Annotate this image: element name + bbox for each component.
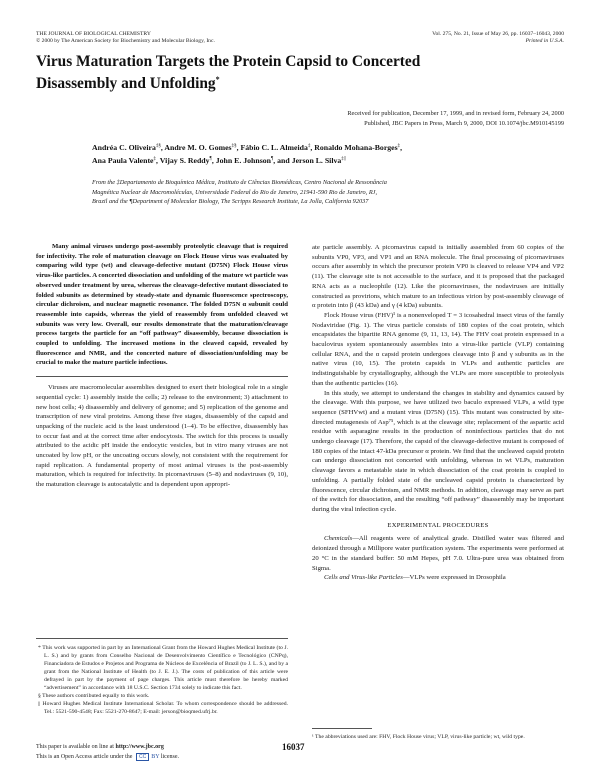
body-paragraph: In this study, we attempt to understand the changes in stability and dynamics caused by the cleavage. With this purpose, we have utilized two baculo expressed VLPs, a wild type sequence (SFHVwt) and a mutant virus (D75N) (15). This mutant was constructed by site-directed mutagenesis of Asp⁷⁵, which is at the cleavage site; replacement of the aspartic acid residue with asparagine results in the production of noninfectious particles that do not undergo cleavage (17). Therefore, the capsid of the cleavage-defective mutant is composed of 180 copies of the intact 47-kDa precursor α protein. We find that the uncleaved capsid protein can undergo dissociation not concerted with unfolding, whereas in wt VLPs, maturation cleavage favors a metastable state in which dissociation of the coat protein is coupled to unfolding. A partially folded state of the uncleaved capsid protein is characterized by fluorescence, circular dichroism, and NMR methods. In addition, cleavage may serve as part of the switch for dissociation, and the resulting “off pathway” disassembly may be important during the viral infection cycle. bbox=[312, 389, 564, 513]
license-link[interactable]: BY bbox=[151, 754, 160, 760]
volume-info: Vol. 275, No. 21, Issue of May 26, pp. 16037–16043, 2000 bbox=[432, 31, 564, 37]
received-line: Received for publication, December 17, 1999, and in revised form, February 24, 2000 bbox=[347, 110, 564, 117]
open-access-note: This is an Open Access article under the CC BY license. bbox=[36, 754, 179, 760]
footnotes-left bbox=[36, 638, 288, 716]
abbreviations-footnote: ¹ The abbreviations used are: FHV, Flock House virus; VLP, virus-like particle; wt, wild type. bbox=[312, 734, 525, 740]
abstract: Many animal viruses undergo post-assembly proteolytic cleavage that is required for infectivity. The role of maturation cleavage on Flock House virus was evaluated by comparing wild type (wt) and cleavage-defective mutant (D75N) Flock House virus virus-like particles. A concerted dissociation and unfolding of the mature wt particle was observed under treatment by urea, whereas the cleavage-defective mutant dissociated to folded subunits as determined by steady-state and dynamic fluorescence spectroscopy, circular dichroism, and nuclear magnetic resonance. The folded D75N α subunit could reassemble into capsids, whereas the yield of reassembly from unfolded cleaved wt subunits was very low. Overall, our results demonstrate that the maturation/cleavage process targets the particle for an “off pathway” disassembly, because dissociation is coupled to unfolding. The increased motions in the cleaved capsid, revealed by fluorescence and NMR, and the concerted nature of dissociation/unfolding may be crucial to make the mature particle infectious. bbox=[36, 243, 288, 367]
title-line-1: Virus Maturation Targets the Protein Capsid to Concerted bbox=[36, 53, 421, 70]
online-availability: This paper is available on line at http://www.jbc.org bbox=[36, 744, 164, 750]
title-footnote-mark: * bbox=[215, 74, 220, 84]
intro-paragraph: Viruses are macromolecular assemblies designed to exert their biological role in a single sequential cycle: 1) assembly inside the cells; 2) release to the environment; 3) attachment to new host cells; 4) disassembly and delivery of genome; and 5) replication of the genome and transcription of new viral proteins. Among these five stages, disassembly of the capsid and unpacking of the nucleic acid is the least understood (1–4). To be effective, disassembly has to occur fast and at the correct time after endocytosis. The switch for this process is usually attributed to the acidic pH inside the endocytic vesicles, but in vitro many viruses are not uncoated by low pH, or the uncoating occurs slowly, not consistent with the requirement for rapid replication. A fundamental property of most animal viruses is the post-assembly maturation, which is required for infectivity. In picornaviruses (5–8) and nodaviruses (9, 10), the maturation cleavage is autocatalytic and is dependent upon appropri- bbox=[36, 384, 288, 489]
article-title bbox=[36, 53, 556, 92]
run-in-heading: Chemicals bbox=[324, 535, 353, 543]
body-paragraph: Flock House virus (FHV)¹ is a nonenveloped T = 3 icosahedral insect virus of the family Nodaviridae (Fig. 1). The virus particle consists of 180 copies of the coat protein, which encapsidates the bipartite RNA genome (9, 11, 13, 14). The FHV coat protein expressed in a baculovirus system spontaneously assembles into a virus-like particle (VLP) containing cellular RNA, and the α capsid protein undergoes cleavage into β and γ subunits as in the native virus (10, 15). The protein capsids in VLPs and authentic particles are indistinguishable by crystallography, although the VLPs are more susceptible to proteolysis than the authentic particles (16). bbox=[312, 311, 564, 387]
page-number: 16037 bbox=[282, 742, 305, 752]
author: Andréa C. Oliveira‡§, bbox=[92, 142, 163, 152]
methods-paragraph: Chemicals—All reagents were of analytical grade. Distilled water was filtered and deionized through a Millipore water purification system. The experiments were performed at 20 °C in the standard buffer: 50 mM Hepes, pH 7.0. Ultra-pure urea was obtained from Sigma. bbox=[312, 535, 564, 572]
right-column bbox=[312, 243, 564, 583]
author: Vijay S. Reddy¶, bbox=[159, 156, 214, 166]
equal-contribution-footnote: § These authors contributed equally to this work. bbox=[38, 693, 150, 699]
author-list bbox=[92, 140, 562, 167]
publication-history bbox=[184, 109, 564, 128]
author: John E. Johnson¶, and bbox=[215, 156, 290, 166]
body-paragraph: ate particle assembly. A picornavirus capsid is initially assembled from 60 copies of the subunits VP0, VP3, and VP1 and an RNA molecule. The final processing of picornaviruses occurs after assembly in which the precursor protein VP0 is cleaved to release VP4 and VP2 (11). The cleavage site is not accessible to the surface, and it is proposed that the packaged RNA acts as a nucleophile (12). Like the picornaviruses, the nodaviruses are initially constructed as provirions, which mature to an infectious virion by post-assembly cleavage of α protein into β (43 kDa) and γ (4 kDa) subunits. bbox=[312, 244, 564, 310]
journal-info bbox=[36, 31, 215, 46]
author: Andre M. O. Gomes‡§, bbox=[164, 142, 239, 152]
issue-info bbox=[432, 31, 564, 46]
run-in-heading: Cells and Virus-like Particles bbox=[324, 574, 403, 582]
journal-name: THE JOURNAL OF BIOLOGICAL CHEMISTRY bbox=[36, 31, 151, 37]
title-line-2: Disassembly and Unfolding bbox=[36, 74, 216, 92]
funding-footnote: * This work was supported in part by an International Grant from the Howard Hughes Medical Institute (to J. L. S.) and by grants from Conselho Nacional de Desenvolvimento Científico e Tecnológico (CNPq), Financiadora de Estudos e Projetos and Programa de Núcleos de Excelência of Brazil (to J. L. S.), and by a grant from the National Institute of Health (to J. E. J.). The costs of publication of this article were defrayed in part by the payment of page charges. This article must therefore be hereby marked “advertisement” in accordance with 18 U.S.C. Section 1734 solely to indicate this fact. bbox=[38, 645, 288, 691]
cc-icon: CC bbox=[136, 753, 149, 761]
methods-paragraph: Cells and Virus-like Particles—VLPs were expressed in Drosophila bbox=[324, 574, 506, 582]
section-heading: EXPERIMENTAL PROCEDURES bbox=[387, 521, 489, 529]
footnotes-right bbox=[312, 728, 564, 741]
author: Fábio C. L. Almeida‡, bbox=[240, 142, 313, 152]
affiliation-line-1: From the ‡Departamento de Bioquímica Médica, Instituto de Ciências Biomédicas, Centro Nacional de Ressonância bbox=[92, 179, 387, 186]
author-line-2 bbox=[92, 154, 562, 168]
affiliation-line-3: Brazil and the ¶Department of Molecular Biology, The Scripps Research Institute, La Jolla, California 92037 bbox=[92, 198, 369, 206]
author-line-1 bbox=[92, 140, 562, 154]
left-column bbox=[36, 242, 288, 490]
printed-in: Printed in U.S.A. bbox=[525, 38, 564, 45]
published-line: Published, JBC Papers in Press, March 9, 2000, DOI 10.1074/jbc.M910145199 bbox=[364, 119, 564, 127]
abstract-divider bbox=[36, 376, 288, 377]
footnote-divider bbox=[312, 728, 372, 729]
copyright-line: © 2000 by The American Society for Biochemistry and Molecular Biology, Inc. bbox=[36, 38, 215, 45]
journal-url[interactable]: http://www.jbc.org bbox=[115, 744, 164, 750]
affiliations bbox=[92, 178, 562, 207]
affiliation-line-2: Magnética Nuclear de Macromoléculas, Universidade Federal do Rio de Janeiro, 21941-590 Rio de Janeiro, RJ, bbox=[92, 188, 378, 196]
author: Jerson L. Silva‡|| bbox=[291, 156, 346, 166]
footnote-divider bbox=[36, 638, 288, 639]
correspondence-footnote: || Howard Hughes Medical Institute International Scholar. To whom correspondence should be addressed. Tel.: 5521-590-4548; Fax: 5521-270-8647; E-mail: jerson@bioqmed.ufrj.br. bbox=[38, 701, 288, 715]
author: Ana Paula Valente‡, bbox=[92, 156, 158, 166]
author: Ronaldo Mohana-Borges‡, bbox=[314, 142, 403, 152]
